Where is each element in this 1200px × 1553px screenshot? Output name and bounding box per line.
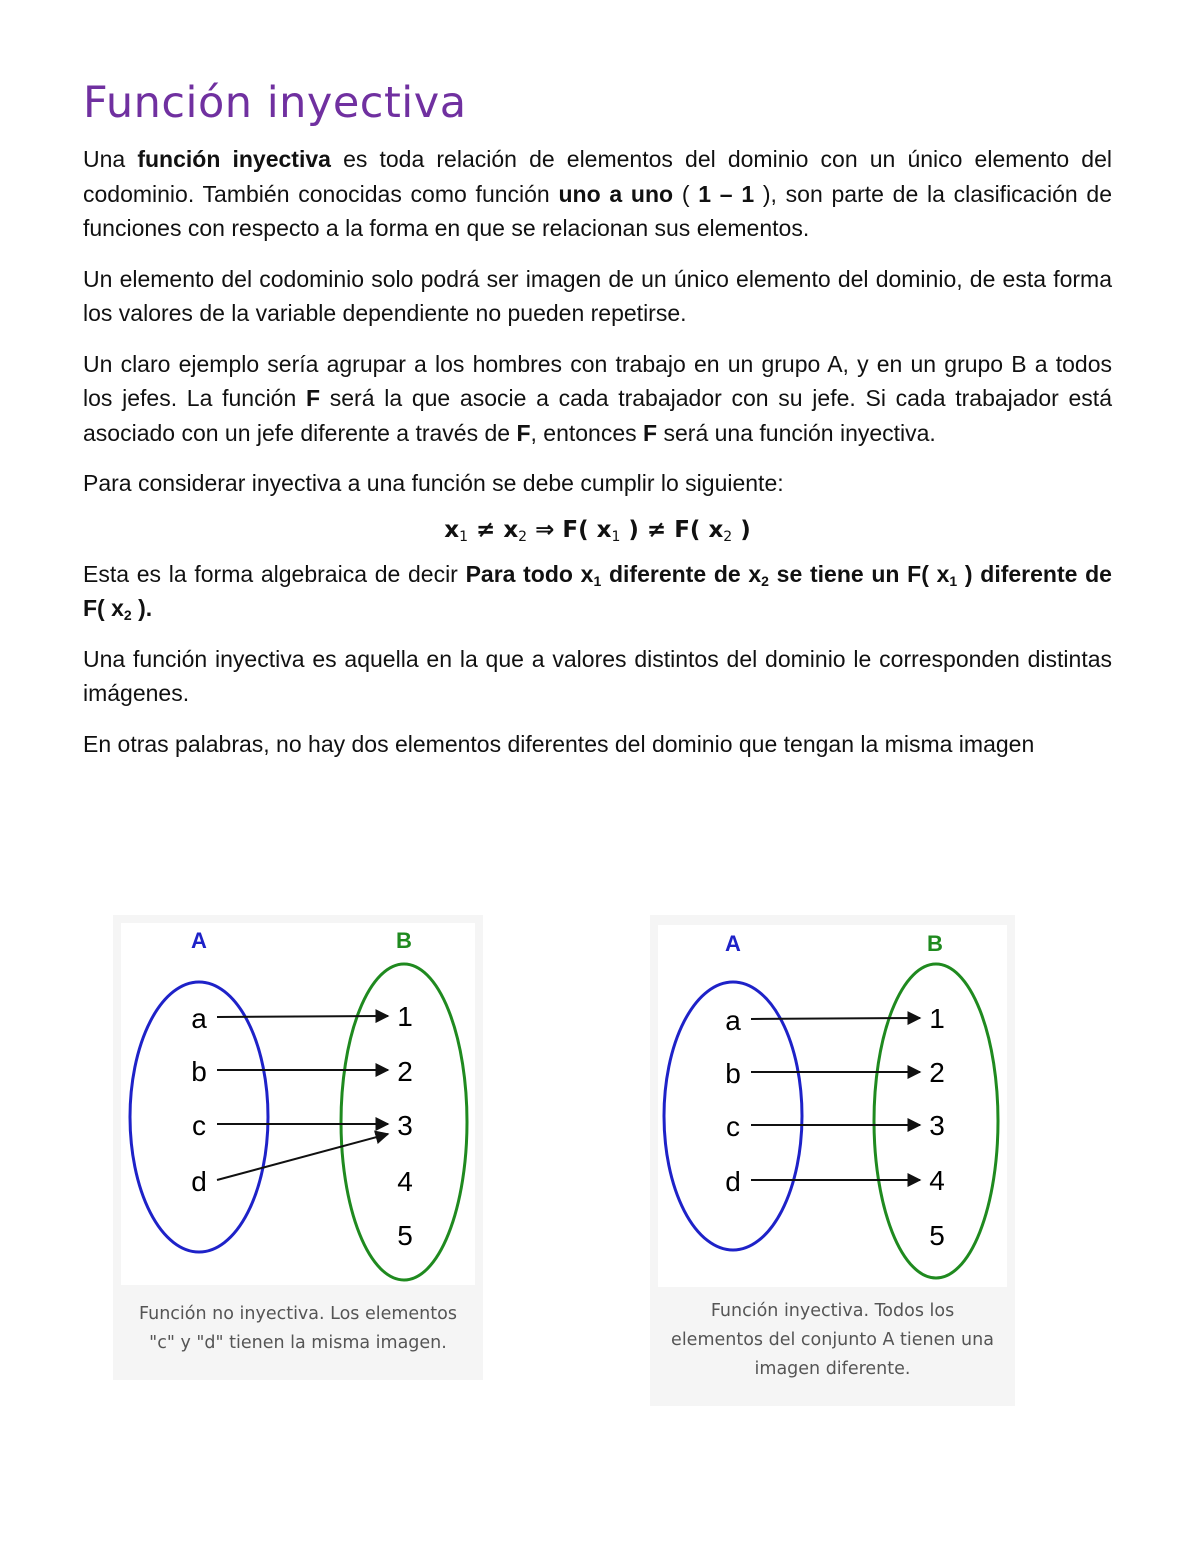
domain-b: b — [191, 1056, 207, 1087]
figure-injective — [650, 915, 1015, 1406]
arrow-d-3 — [217, 1134, 388, 1180]
set-a-label: A — [191, 928, 207, 953]
codomain-5: 5 — [929, 1220, 945, 1251]
domain-d: d — [725, 1166, 741, 1197]
page-title: Función inyectiva — [83, 78, 467, 128]
codomain-2: 2 — [929, 1057, 945, 1088]
paragraph-summary: En otras palabras, no hay dos elementos diferentes del dominio que tengan la misma imagen — [83, 730, 1035, 757]
set-b-label: B — [396, 928, 412, 953]
diagram-non-injective — [113, 915, 483, 1295]
arrow-a-1 — [217, 1016, 388, 1017]
paragraph-example: Un claro ejemplo sería agrupar a los hombres con trabajo en un grupo A, y en un grupo B a todos los jefes. La función F será la que asocie a cada trabajador con su jefe. Si cada trabajador está asociado con un jefe diferente a través de F, entonces F será una función inyectiva. — [83, 350, 1112, 446]
paragraph-codomain: Un elemento del codominio solo podrá ser imagen de un único elemento del dominio, de esta forma los valores de la variable dependiente no pueden repetirse. — [83, 265, 1112, 326]
codomain-1: 1 — [929, 1003, 945, 1034]
paragraph-algebraic: Esta es la forma algebraica de decir Para todo $x_1$ diferente de $x_2$ se tiene un F( $x_1$ ) diferente de F( $x_2$ ). — [83, 560, 1112, 623]
codomain-4: 4 — [929, 1165, 945, 1196]
formula: $x_1 \ne x_2$ ⇒ F( $x_1$ ) ≠ F( $x_2$ ) — [444, 516, 751, 545]
codomain-5: 5 — [397, 1220, 413, 1251]
set-b-label: B — [927, 931, 943, 956]
set-a-label: A — [725, 931, 741, 956]
arrow-a-1 — [751, 1018, 920, 1019]
domain-c: c — [192, 1110, 206, 1141]
codomain-2: 2 — [397, 1056, 413, 1087]
document-body — [83, 78, 1112, 777]
paragraph-condition: Para considerar inyectiva a una función se debe cumplir lo siguiente: — [83, 470, 784, 496]
figure-caption: Función no inyectiva. Los elementos "c" y "d" tienen la misma imagen. — [139, 1304, 457, 1353]
domain-c: c — [726, 1111, 740, 1142]
domain-a: a — [191, 1003, 207, 1034]
domain-a: a — [725, 1005, 741, 1036]
codomain-3: 3 — [929, 1110, 945, 1141]
codomain-3: 3 — [397, 1110, 413, 1141]
paragraph-distinct-images: Una función inyectiva es aquella en la que a valores distintos del dominio le corresponden distintas imágenes. — [83, 645, 1112, 706]
paragraph-definition: Una función inyectiva es toda relación de elementos del dominio con un único elemento del codominio. También conocidas como función uno a uno ( 1 – 1 ), son parte de la clasificación de funciones con respecto a la forma en que se relacionan sus elementos. — [83, 146, 1112, 241]
codomain-1: 1 — [397, 1001, 413, 1032]
figure-caption: Función inyectiva. Todos los elementos del conjunto A tienen una imagen diferente. — [671, 1301, 994, 1379]
figure-non-injective — [113, 915, 483, 1380]
domain-b: b — [725, 1058, 741, 1089]
codomain-4: 4 — [397, 1166, 413, 1197]
domain-d: d — [191, 1166, 207, 1197]
diagram-injective — [650, 915, 1015, 1295]
